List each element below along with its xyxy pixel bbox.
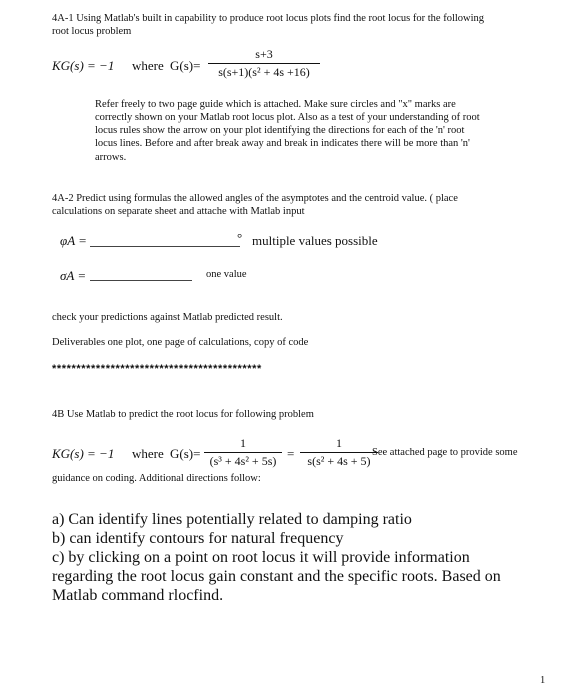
phi-hint: multiple values possible xyxy=(252,233,378,248)
list-item-b: b) can identify contours for natural frequency xyxy=(52,529,344,547)
phi-answer-line[interactable] xyxy=(90,246,240,247)
eq2-fraction-1-denominator: (s³ + 4s² + 5s) xyxy=(209,454,277,468)
list-item-c-line-1: c) by clicking on a point on root locus it will provide information xyxy=(52,548,470,566)
heading-line-2: root locus problem xyxy=(52,26,132,38)
phi-label: φA = xyxy=(60,233,87,248)
eq2-fraction-2-numerator: 1 xyxy=(300,436,378,453)
eq1-numerator: s+3 xyxy=(208,47,320,64)
eq2-fraction-1-numerator: 1 xyxy=(204,436,282,453)
eq2-where: where xyxy=(132,446,164,461)
section-4a2-heading xyxy=(52,192,562,218)
guidance-text: guidance on coding. Additional directions follow: xyxy=(52,473,261,484)
note-line: arrows. xyxy=(95,151,127,163)
list-item-c-line-2: regarding the root locus gain constant and the specific roots. Based on xyxy=(52,567,501,585)
note-line: Refer freely to two page guide which is attached. Make sure circles and "x" marks are xyxy=(95,99,456,110)
section-4b-heading: 4B Use Matlab to predict the root locus for following problem xyxy=(52,409,314,420)
eq2-G: G(s)= xyxy=(170,446,201,461)
star-divider: ******************************************* xyxy=(52,363,262,375)
check-text: check your predictions against Matlab predicted result. xyxy=(52,312,283,323)
eq1-where: where xyxy=(132,58,164,73)
heading-line-1: 4A-2 Predict using formulas the allowed angles of the asymptotes and the centroid value. ( place xyxy=(52,193,458,204)
sigma-hint: one value xyxy=(206,269,247,280)
deliverables-text: Deliverables one plot, one page of calculations, copy of code xyxy=(52,337,309,348)
heading-line-2: calculations on separate sheet and attache with Matlab input xyxy=(52,206,305,218)
heading-line-1: 4A-1 Using Matlab's built in capability to produce root locus plots find the root locus for the following xyxy=(52,13,485,24)
eq1-lhs: KG(s) = −1 xyxy=(52,58,115,73)
note-block xyxy=(95,98,545,164)
list-item-a: a) Can identify lines potentially related to damping ratio xyxy=(52,511,412,528)
side-note: See attached page to provide some xyxy=(372,447,518,458)
eq1-fraction xyxy=(208,47,320,80)
eq1-denominator: s(s+1)(s² + 4s +16) xyxy=(218,65,310,79)
sigma-label: σA = xyxy=(60,268,87,283)
eq2-equals: = xyxy=(287,446,295,461)
eq2-fraction-2 xyxy=(300,436,378,469)
section-4a1-heading xyxy=(52,12,562,38)
eq2-fraction-2-denominator: s(s² + 4s + 5) xyxy=(307,454,371,468)
note-line: correctly shown on your Matlab root locus plot. Also as a test of your understanding of root xyxy=(95,112,480,124)
eq2-fraction-1 xyxy=(204,436,282,469)
eq1-G: G(s)= xyxy=(170,58,201,73)
note-line: locus rules show the arrow on your plot identifying the directions for each of the 'n' root xyxy=(95,125,465,137)
page-number: 1 xyxy=(540,675,546,686)
degree-symbol: ° xyxy=(237,230,243,245)
eq2-lhs: KG(s) = −1 xyxy=(52,446,115,461)
sigma-answer-line[interactable] xyxy=(90,280,192,281)
directions-list xyxy=(52,511,562,605)
list-item-c-line-3: Matlab command rlocfind. xyxy=(52,586,224,604)
note-line: locus lines. Before and after break away and break in indicates there will be more than 'n' xyxy=(95,138,470,150)
